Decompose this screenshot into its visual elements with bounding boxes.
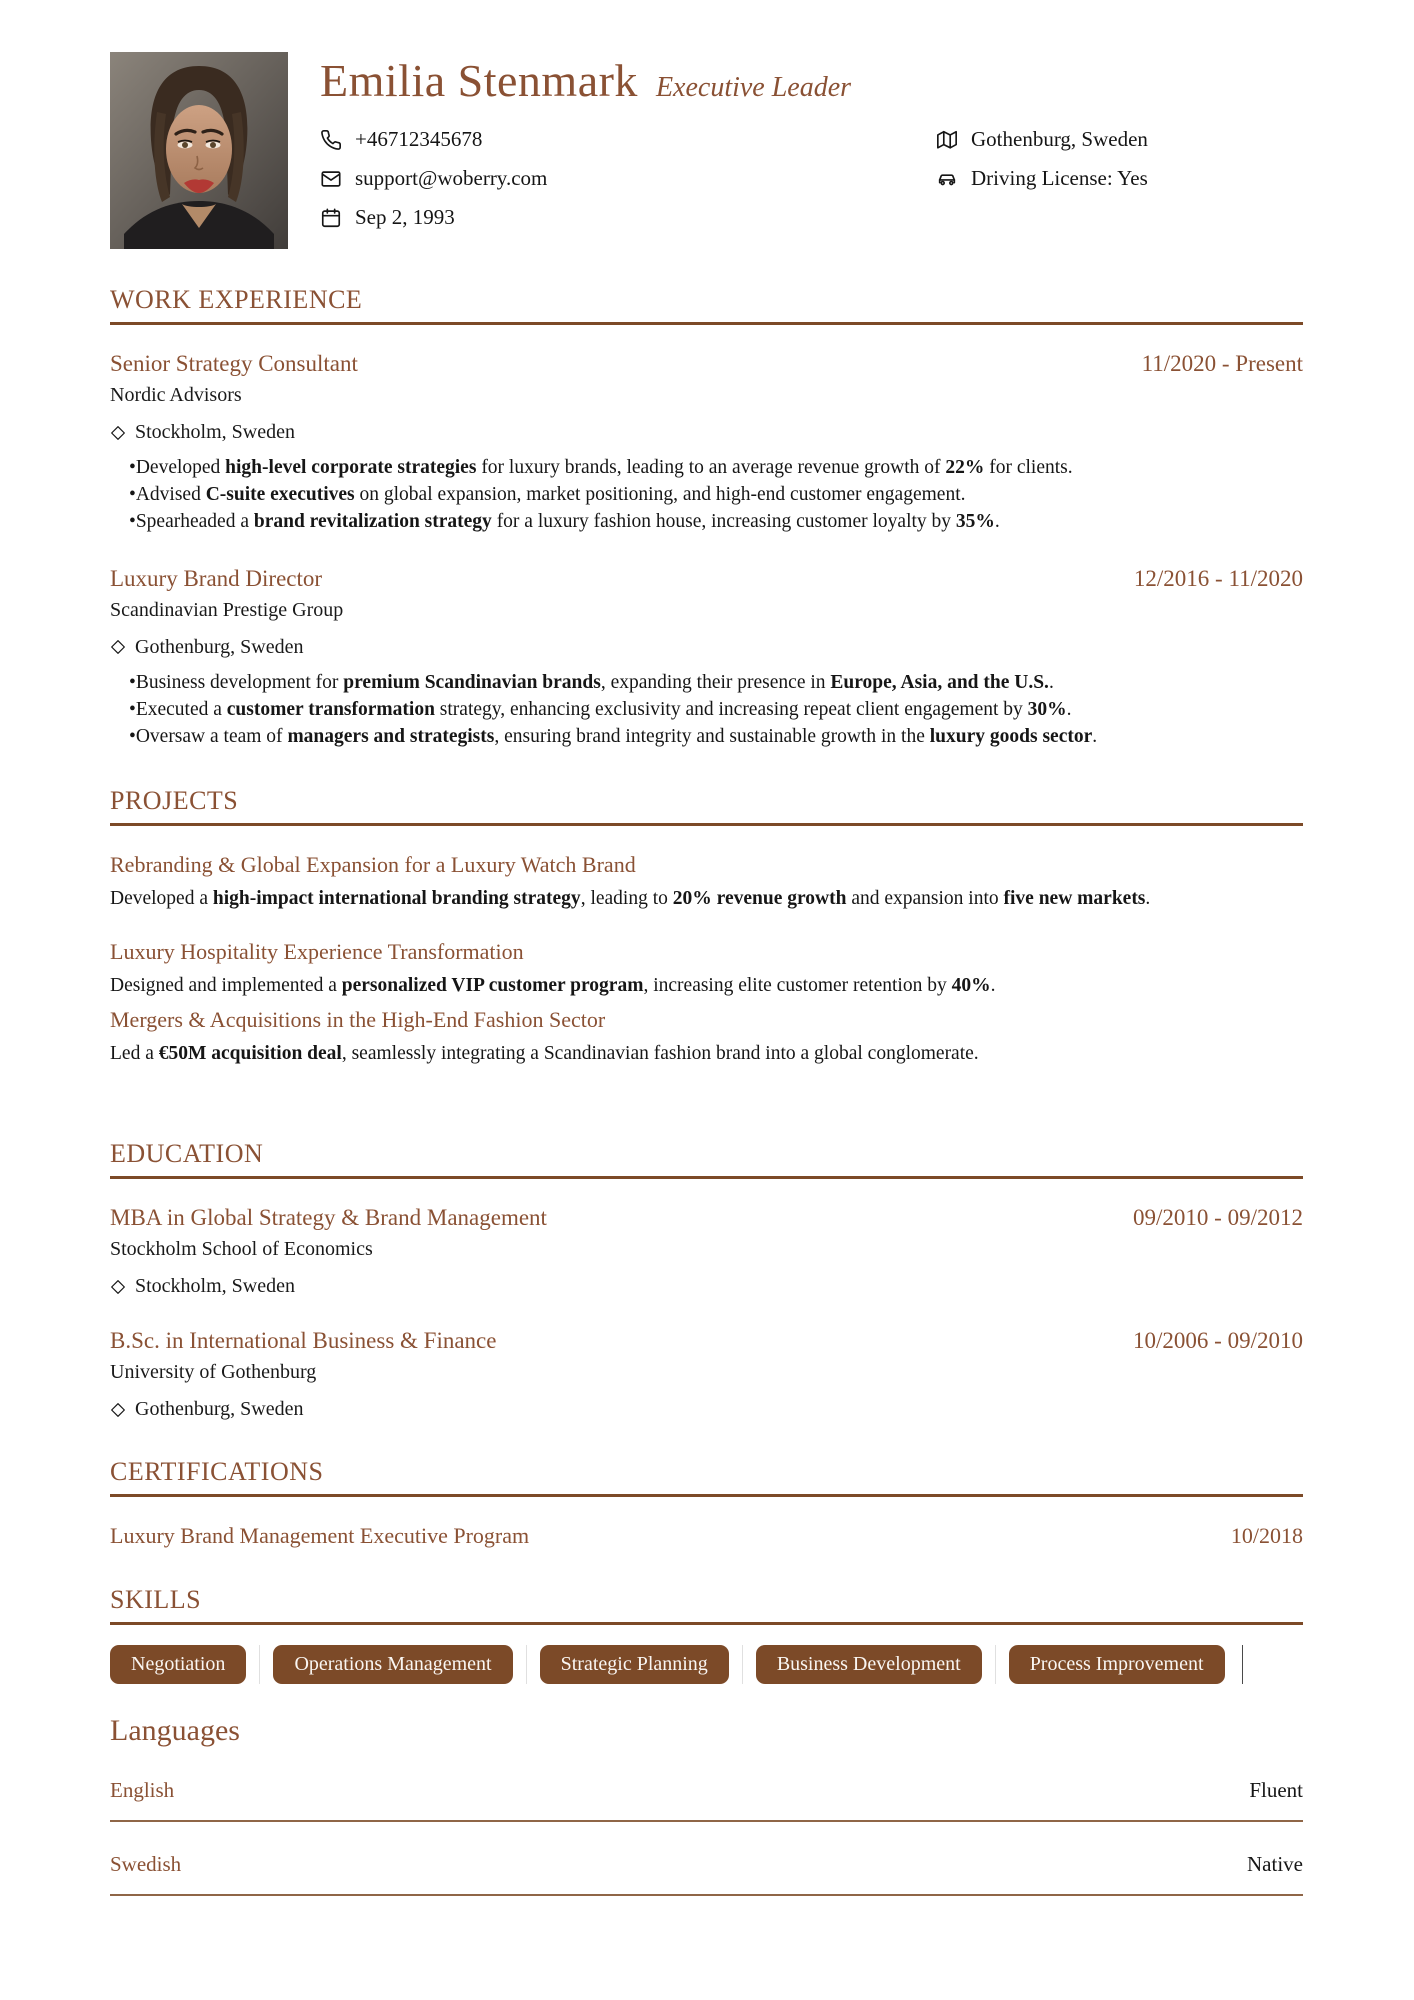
language-row (110, 1748, 1303, 1822)
job-company: Scandinavian Prestige Group (110, 598, 344, 621)
job-dates: 11/2020 - Present (1141, 351, 1303, 376)
education-title-row (110, 1205, 1303, 1231)
project-entry (110, 939, 1303, 999)
job-dates: 12/2016 - 11/2020 (1133, 565, 1303, 591)
skill-badge: Business Development (756, 1645, 982, 1684)
section-education (110, 1139, 1303, 1421)
skill-cell (743, 1645, 996, 1684)
job-bullet: •Oversaw a team of managers and strategists, ensuring brand integrity and sustainable growth in the luxury goods sector. (129, 725, 1098, 747)
contact-item (936, 166, 1303, 191)
skills-row (110, 1645, 1243, 1684)
skill-badge: Strategic Planning (540, 1645, 729, 1684)
contact-item (320, 205, 936, 230)
degree-title: MBA in Global Strategy & Brand Management (110, 1205, 547, 1231)
job-title: Senior Strategy Consultant (110, 351, 358, 376)
job-company: Nordic Advisors (110, 384, 242, 406)
person-name: Emilia Stenmark (320, 55, 638, 106)
institution-name: University of Gothenburg (110, 1361, 317, 1384)
contact-text: support@woberry.com (355, 166, 548, 190)
diamond-icon (110, 425, 126, 441)
education-entries (110, 1205, 1303, 1421)
job-entry (110, 351, 1303, 536)
certification-title: Luxury Brand Management Executive Program (110, 1523, 530, 1549)
certification-entry (110, 1523, 1303, 1549)
project-title: Luxury Hospitality Experience Transformation (110, 938, 524, 964)
education-title-row (110, 1328, 1303, 1354)
name-row (320, 54, 1303, 107)
language-rows (110, 1748, 1303, 1896)
portrait-illustration (110, 52, 288, 249)
job-bullet: •Developed high-level corporate strategies for luxury brands, leading to an average revenue growth of 22% for clients. (129, 457, 1073, 478)
education-location-row (110, 1275, 1303, 1298)
phone-icon (320, 129, 342, 151)
contact-text: Sep 2, 1993 (355, 205, 455, 229)
contact-item (936, 127, 1303, 152)
education-location-row (110, 1398, 1303, 1421)
job-location-row (110, 421, 1303, 444)
diamond-icon (110, 1402, 126, 1418)
skill-badge: Negotiation (110, 1645, 246, 1684)
education-heading: EDUCATION (110, 1139, 1303, 1179)
section-projects (110, 786, 1303, 1067)
work-entries (110, 351, 1303, 750)
job-bullet: •Business development for premium Scandinavian brands, expanding their presence in Europe, Asia, and the U.S.. (129, 671, 1054, 693)
project-entry (110, 852, 1303, 912)
contact-text: Gothenburg, Sweden (971, 127, 1148, 151)
job-title-row (110, 351, 1303, 377)
education-entry (110, 1205, 1303, 1298)
map-icon (936, 129, 958, 151)
project-entries (110, 852, 1303, 1067)
section-languages (110, 1714, 1303, 1896)
contact-item (320, 166, 936, 191)
calendar-icon (320, 207, 342, 229)
section-work (110, 285, 1303, 750)
language-row (110, 1822, 1303, 1896)
language-level: Native (1247, 1852, 1303, 1877)
job-bullets (110, 455, 1303, 536)
job-location: Stockholm, Sweden (135, 421, 295, 443)
contact-item (320, 127, 936, 152)
certifications-heading: CERTIFICATIONS (110, 1457, 1303, 1497)
job-title: Luxury Brand Director (110, 565, 323, 591)
contact-column-left (320, 127, 936, 230)
job-bullet: •Advised C-suite executives on global expansion, market positioning, and high-end customer engagement. (129, 483, 966, 505)
contact-text: +46712345678 (355, 127, 483, 151)
language-level: Fluent (1249, 1778, 1303, 1803)
skill-cell (996, 1645, 1238, 1684)
skills-heading: SKILLS (110, 1585, 1303, 1625)
contact-column-right (936, 127, 1303, 230)
job-entry (110, 566, 1303, 751)
institution-name: Stockholm School of Economics (110, 1238, 373, 1261)
project-description: Led a €50M acquisition deal, seamlessly integrating a Scandinavian fashion brand into a global conglomerate. (110, 1043, 979, 1065)
mail-icon (320, 168, 342, 190)
skill-cell (527, 1645, 743, 1684)
language-name: English (110, 1778, 175, 1803)
work-heading: WORK EXPERIENCE (110, 285, 1303, 325)
job-location-row (110, 636, 1303, 659)
section-certifications (110, 1457, 1303, 1549)
profile-photo (110, 52, 288, 249)
header (110, 52, 1303, 249)
education-dates: 09/2010 - 09/2012 (1133, 1205, 1303, 1231)
car-icon (936, 168, 958, 190)
skill-cell (110, 1645, 260, 1684)
languages-heading: Languages (110, 1714, 240, 1748)
job-bullet: •Spearheaded a brand revitalization strategy for a luxury fashion house, increasing customer loyalty by 35%. (129, 510, 1000, 532)
contact-block (320, 127, 1303, 230)
degree-title: B.Sc. in International Business & Finance (110, 1328, 497, 1354)
diamond-icon (110, 639, 126, 655)
education-location: Gothenburg, Sweden (135, 1398, 304, 1421)
diamond-icon (110, 1279, 126, 1295)
skill-cell (260, 1645, 526, 1684)
contact-text: Driving License: Yes (971, 166, 1148, 190)
section-skills (110, 1585, 1303, 1684)
job-bullet: •Executed a customer transformation strategy, enhancing exclusivity and increasing repeat client engagement by 30%. (129, 698, 1072, 720)
skill-badge: Process Improvement (1009, 1645, 1225, 1684)
certification-date: 10/2018 (1230, 1523, 1303, 1549)
job-location: Gothenburg, Sweden (135, 635, 304, 658)
education-entry (110, 1328, 1303, 1421)
skill-badge: Operations Management (273, 1645, 512, 1684)
project-title: Mergers & Acquisitions in the High-End Fashion Sector (110, 1007, 606, 1033)
person-title: Executive Leader (655, 72, 852, 103)
projects-heading: PROJECTS (110, 786, 1303, 826)
project-description: Designed and implemented a personalized VIP customer program, increasing elite customer retention by 40%. (110, 974, 996, 996)
project-title: Rebranding & Global Expansion for a Luxury Watch Brand (110, 852, 636, 878)
education-dates: 10/2006 - 09/2010 (1133, 1328, 1303, 1354)
job-title-row (110, 566, 1303, 592)
project-entry (110, 1007, 1303, 1067)
education-location: Stockholm, Sweden (135, 1275, 295, 1298)
job-bullets (110, 670, 1303, 751)
project-description: Developed a high-impact international branding strategy, leading to 20% revenue growth and expansion into five new markets. (110, 888, 1151, 910)
certification-entries (110, 1523, 1303, 1549)
language-name: Swedish (110, 1852, 182, 1877)
